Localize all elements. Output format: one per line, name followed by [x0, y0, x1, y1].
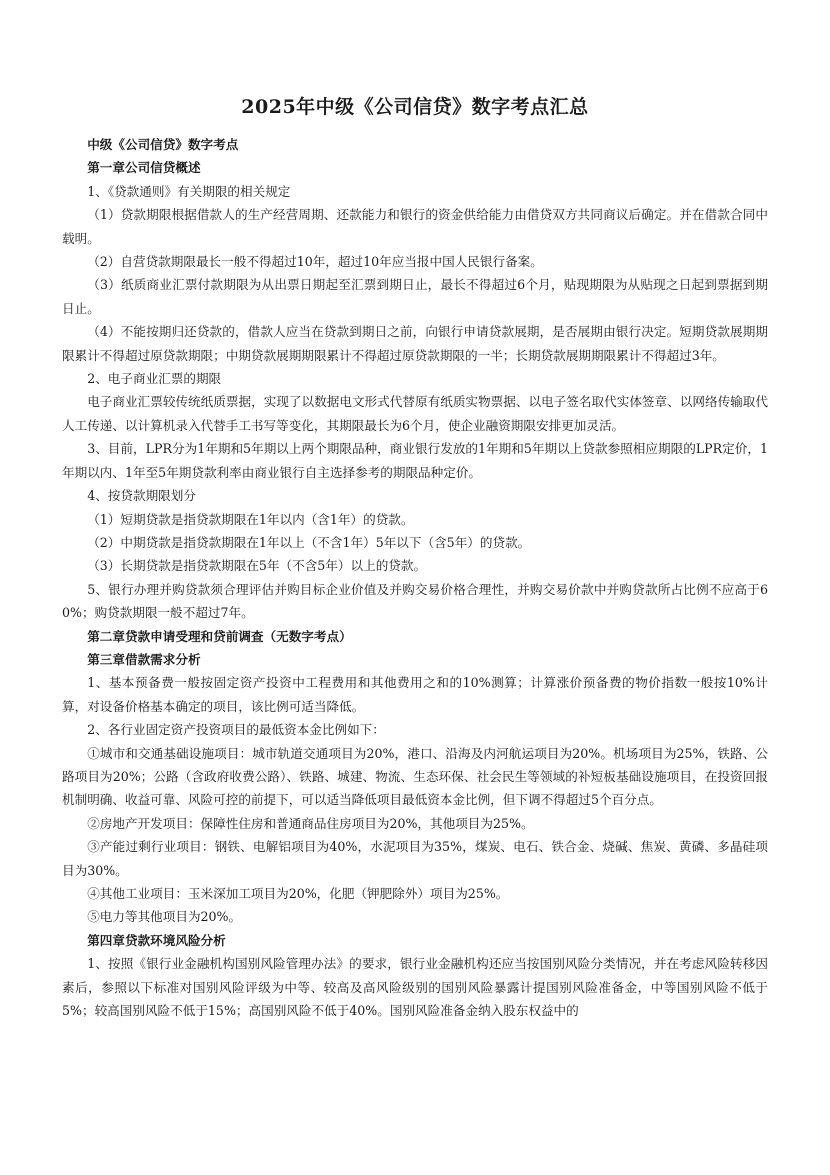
- paragraph: （1）短期贷款是指贷款期限在1年以内（含1年）的贷款。: [87, 511, 414, 527]
- paragraph: 1、《贷款通则》有关期限的相关规定: [87, 183, 291, 199]
- paragraph: （3）纸质商业汇票付款期限为从出票日期起至汇票到期日止，最长不得超过6个月，贴现期限为从贴现之日起到票据到期日止。: [62, 277, 768, 316]
- chapter-1-heading: 第一章公司信贷概述: [87, 160, 201, 176]
- paragraph: （2）自营贷款期限最长一般不得超过10年，超过10年应当报中国人民银行备案。: [87, 254, 543, 270]
- paragraph: 2、电子商业汇票的期限: [87, 371, 222, 387]
- document-page: [62, 0, 768, 1022]
- paragraph: 1、基本预备费一般按固定资产投资中工程费用和其他费用之和的10%测算；计算涨价预备费的物价指数一般按10%计算，对设备价格基本确定的项目，该比例可适当降低。: [62, 675, 768, 714]
- paragraph: ②房地产开发项目：保障性住房和普通商品住房项目为20%，其他项目为25%。: [87, 815, 534, 831]
- document-title: 2025年中级《公司信贷》数字考点汇总: [241, 96, 589, 118]
- paragraph: ①城市和交通基础设施项目：城市轨道交通项目为20%，港口、沿海及内河航运项目为20%。机场项目为25%，铁路、公路项目为20%；公路（含政府收费公路）、铁路、城建、物流、生态环保、社会民生等领域的补短板基础设施项目，在投资回报机制明确、收益可靠、风险可控的前提下，可以适当降低项目最低资本金比例，但下调不得超过5个百分点。: [62, 745, 768, 808]
- paragraph: ⑤电力等其他项目为20%。: [87, 909, 242, 925]
- paragraph: 2、各行业固定资产投资项目的最低资本金比例如下：: [87, 722, 385, 738]
- document-body: [62, 133, 768, 1022]
- chapter-4-heading: 第四章贷款环境风险分析: [87, 932, 226, 948]
- paragraph: （2）中期贷款是指贷款期限在1年以上（不含1年）5年以下（含5年）的贷款。: [87, 534, 531, 550]
- paragraph: （1）贷款期限根据借款人的生产经营周期、还款能力和银行的资金供给能力由借贷双方共同商议后确定。并在借款合同中载明。: [62, 207, 768, 246]
- paragraph: 电子商业汇票较传统纸质票据，实现了以数据电文形式代替原有纸质实物票据、以电子签名取代实体签章、以网络传输取代人工传递、以计算机录入代替手工书写等变化，其期限最长为6个月，使企业融资期限安排更加灵活。: [62, 394, 768, 433]
- paragraph: ④其他工业项目：玉米深加工项目为20%，化肥（钾肥除外）项目为25%。: [87, 886, 509, 901]
- paragraph: 1、按照《银行业金融机构国别风险管理办法》的要求，银行业金融机构还应当按国别风险分类情况，并在考虑风险转移因素后，参照以下标准对国别风险评级为中等、较高及高风险级别的国别风险暴露计提国别风险准备金，中等国别风险不低于5%；较高国别风险不低于15%；高国别风险不低于40%。国别风险准备金纳入股东权益中的: [62, 956, 768, 1019]
- subtitle: 中级《公司信贷》数字考点: [87, 137, 239, 152]
- chapter-2-heading: 第二章贷款申请受理和贷前调查（无数字考点）: [87, 628, 352, 644]
- paragraph: 3、目前，LPR分为1年期和5年期以上两个期限品种，商业银行发放的1年期和5年期以上贷款参照相应期限的LPR定价，1年期以内、1年至5年期贷款利率由商业银行自主选择参考的期限品种定价。: [62, 441, 768, 480]
- chapter-3-heading: 第三章借款需求分析: [87, 651, 201, 667]
- paragraph: 5、银行办理并购贷款须合理评估并购目标企业价值及并购交易价格合理性，并购交易价款中并购贷款所占比例不应高于60%；购贷款期限一般不超过7年。: [62, 581, 768, 621]
- paragraph: 4、按贷款期限划分: [87, 488, 196, 504]
- paragraph: （4）不能按期归还贷款的，借款人应当在贷款到期日之前，向银行申请贷款展期，是否展期由银行决定。短期贷款展期期限累计不得超过原贷款期限；中期贷款展期期限累计不得超过原贷款期限的一半；长期贷款展期期限累计不得超过3年。: [62, 324, 768, 363]
- paragraph: ③产能过剩行业项目：钢铁、电解铝项目为40%，水泥项目为35%，煤炭、电石、铁合金、烧碱、焦炭、黄磷、多晶硅项目为30%。: [62, 839, 768, 878]
- paragraph: （3）长期贷款是指贷款期限在5年（不含5年）以上的贷款。: [87, 558, 427, 574]
